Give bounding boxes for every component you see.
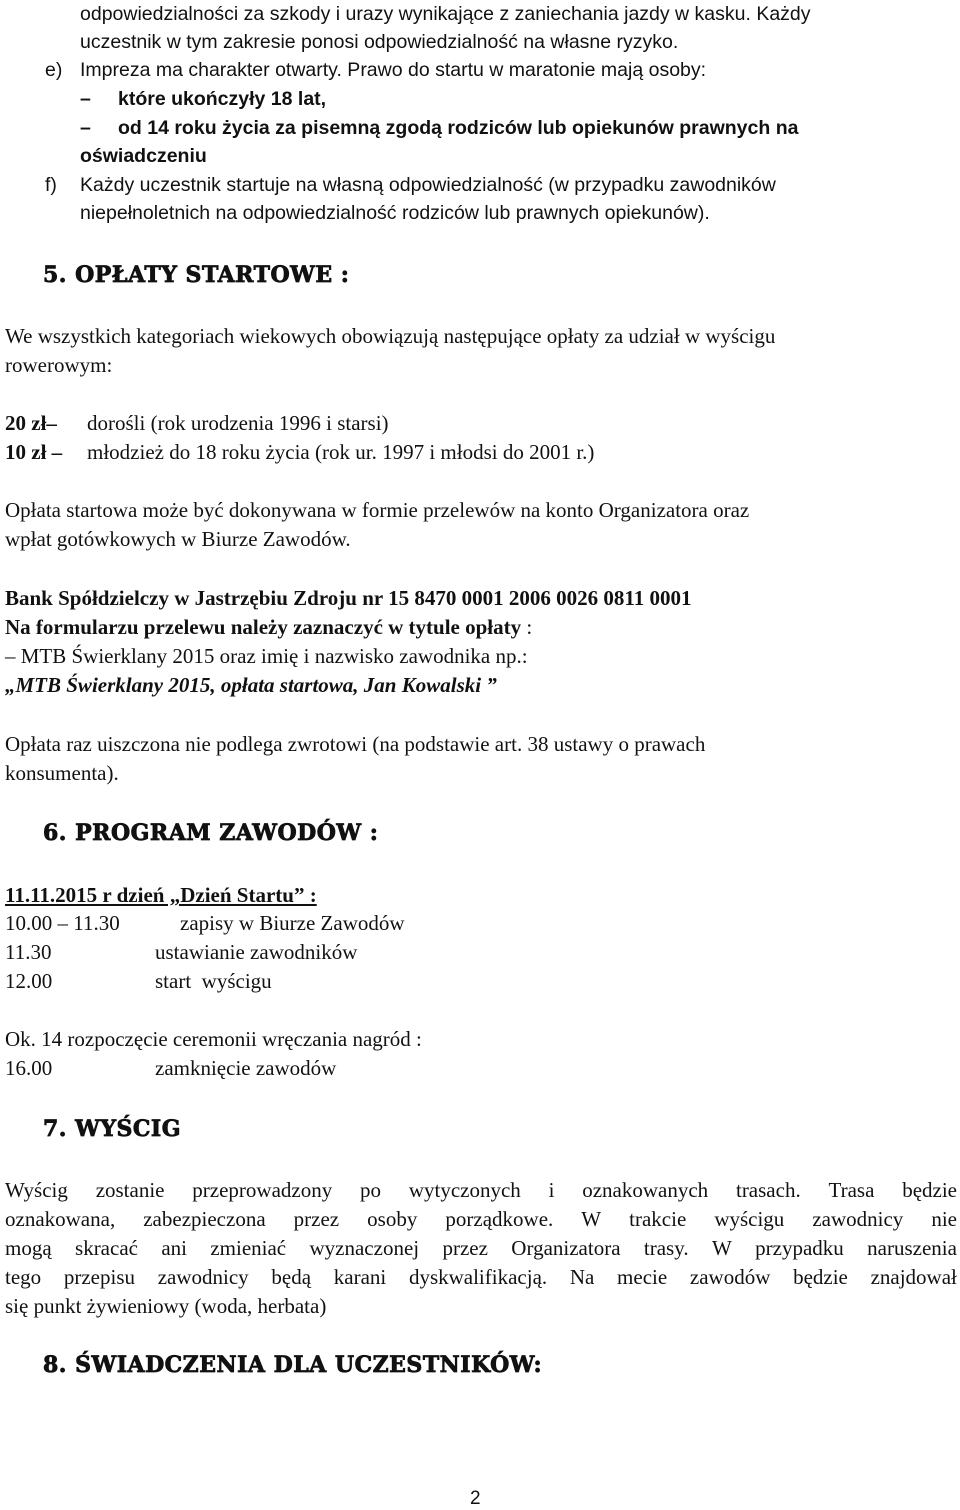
event-date-line: 11.11.2015 r dzień „Dzień Startu” : [5,883,317,907]
fee-description: dorośli (rok urodzenia 1996 i starsi) [87,411,389,435]
refund-line-1: Opłata raz uiszczona nie podlega zwrotowi (na podstawie art. 38 ustawy o prawach [5,732,706,756]
fee-row-youth [5,438,594,466]
word: trasy. [643,1236,689,1260]
intro-line-2: uczestnik w tym zakresie ponosi odpowiedzialność na własne ryzyko. [80,31,679,53]
bank-account-line: Bank Spółdzielczy w Jastrzębiu Zdroju nr 15 8470 0001 2006 0026 0811 0001 [5,586,692,610]
race-paragraph-line [5,1234,957,1262]
closing-time: 16.00 [5,1056,53,1080]
word: zawodnicy [812,1207,904,1231]
word: przepisu [63,1265,136,1289]
race-paragraph-line [5,1263,957,1291]
word: W [711,1236,732,1260]
word: Wyścig [5,1178,68,1202]
race-paragraph-line [5,1205,957,1233]
schedule-time: 10.00 – 11.30 [5,911,120,935]
word: porządkowe. [445,1207,554,1231]
word: zostanie [95,1178,165,1202]
word: przez [442,1236,488,1260]
refund-line-2: konsumenta). [5,761,119,785]
word: nie [931,1207,957,1231]
word: naruszenia [867,1236,957,1260]
ceremony-line: Ok. 14 rozpoczęcie ceremonii wręczania nagród : [5,1027,422,1051]
item-f-text: Każdy uczestnik startuje na własną odpowiedzialność (w przypadku zawodników [80,174,776,196]
word: dyskwalifikacją. [408,1265,548,1289]
transfer-example-title: „MTB Świerklany 2015, opłata startowa, Jan Kowalski ” [5,673,497,697]
closing-desc: zamknięcie zawodów [155,1056,337,1080]
word: wyznaczonej [309,1236,420,1260]
dash: – [80,117,91,139]
word: zabezpieczona [143,1207,266,1231]
word: wytyczonych [408,1178,521,1202]
word: zawodów [689,1265,771,1289]
item-e [45,56,706,84]
schedule-desc: start wyścigu [155,969,272,993]
payment-line-2: wpłat gotówkowych w Biurze Zawodów. [5,527,351,551]
word: oznakowanych [582,1178,709,1202]
eligibility-bullet-2 [80,114,798,142]
word: trakcie [629,1207,687,1231]
fee-amount: 10 zł – [5,440,63,464]
page-number: 2 [470,1488,481,1509]
schedule-row [5,909,405,937]
item-f-marker: f) [45,174,57,196]
schedule-time: 12.00 [5,969,53,993]
fees-intro-line-2: rowerowym: [5,353,113,377]
word: wyścigu [714,1207,785,1231]
transfer-instruction-bold: Na formularzu przelewu należy zaznaczyć w tytule opłaty [5,615,522,639]
word: przez [293,1207,340,1231]
schedule-desc: zapisy w Biurze Zawodów [180,911,405,935]
word: ani [161,1236,187,1260]
fee-description: młodzież do 18 roku życia (rok ur. 1997 i młodsi do 2001 r.) [87,440,595,464]
item-f [45,171,776,199]
word: Na [569,1265,595,1289]
schedule-desc: ustawianie zawodników [155,940,358,964]
section-8-heading: 8. ŚWIADCZENIA DLA UCZESTNIKÓW: [43,1352,543,1378]
word: znajdował [870,1265,957,1289]
word: oznakowana, [5,1207,116,1231]
eligibility-bullet-1 [80,85,326,113]
closing-row [5,1054,336,1082]
schedule-row [5,967,272,995]
word: mogą [5,1236,52,1260]
fee-amount: 20 zł– [5,411,57,435]
word: po [360,1178,382,1202]
word: będzie [902,1178,957,1202]
word: W [581,1207,602,1231]
word: Organizatora [511,1236,621,1260]
item-e-text: Impreza ma charakter otwarty. Prawo do startu w maratonie mają osoby: [80,59,707,81]
word: zmieniać [210,1236,287,1260]
word: karani [333,1265,387,1289]
word: i [548,1178,555,1202]
race-paragraph-line [5,1176,957,1204]
dash: – [80,88,91,110]
word: trasach. [735,1178,801,1202]
bullet-text: które ukończyły 18 lat, [118,88,327,110]
eligibility-bullet-2-cont: oświadczeniu [80,145,207,167]
schedule-time: 11.30 [5,940,52,964]
word: przeprowadzony [192,1178,333,1202]
fee-row-adults [5,409,389,437]
word: tego [5,1265,42,1289]
transfer-instruction-colon: : [521,615,533,639]
intro-line-1: odpowiedzialności za szkody i urazy wynikające z zaniechania jazdy w kasku. Każdy [80,3,811,25]
word: skracać [75,1236,138,1260]
word: przypadku [755,1236,844,1260]
word: osoby [367,1207,418,1231]
word: będą [271,1265,312,1289]
bullet-text: od 14 roku życia za pisemną zgodą rodziców lub opiekunów prawnych na [118,117,799,139]
section-5-heading: 5. OPŁATY STARTOWE : [43,262,350,288]
word: mecie [617,1265,668,1289]
item-e-marker: e) [45,59,63,81]
payment-line-1: Opłata startowa może być dokonywana w formie przelewów na konto Organizatora oraz [5,498,750,522]
transfer-instruction [5,613,532,641]
schedule-row [5,938,357,966]
item-f-cont: niepełnoletnich na odpowiedzialność rodziców lub prawnych opiekunów). [80,202,710,224]
section-7-heading: 7. WYŚCIG [43,1116,182,1142]
fees-intro-line-1: We wszystkich kategoriach wiekowych obowiązują następujące opłaty za udział w wyścigu [5,324,776,348]
word: będzie [793,1265,848,1289]
word: Trasa [828,1178,875,1202]
transfer-example-line: – MTB Świerklany 2015 oraz imię i nazwisko zawodnika np.: [5,644,528,668]
race-paragraph-last-line: się punkt żywieniowy (woda, herbata) [5,1294,327,1318]
word: zawodnicy [157,1265,249,1289]
section-6-heading: 6. PROGRAM ZAWODÓW : [43,820,379,846]
